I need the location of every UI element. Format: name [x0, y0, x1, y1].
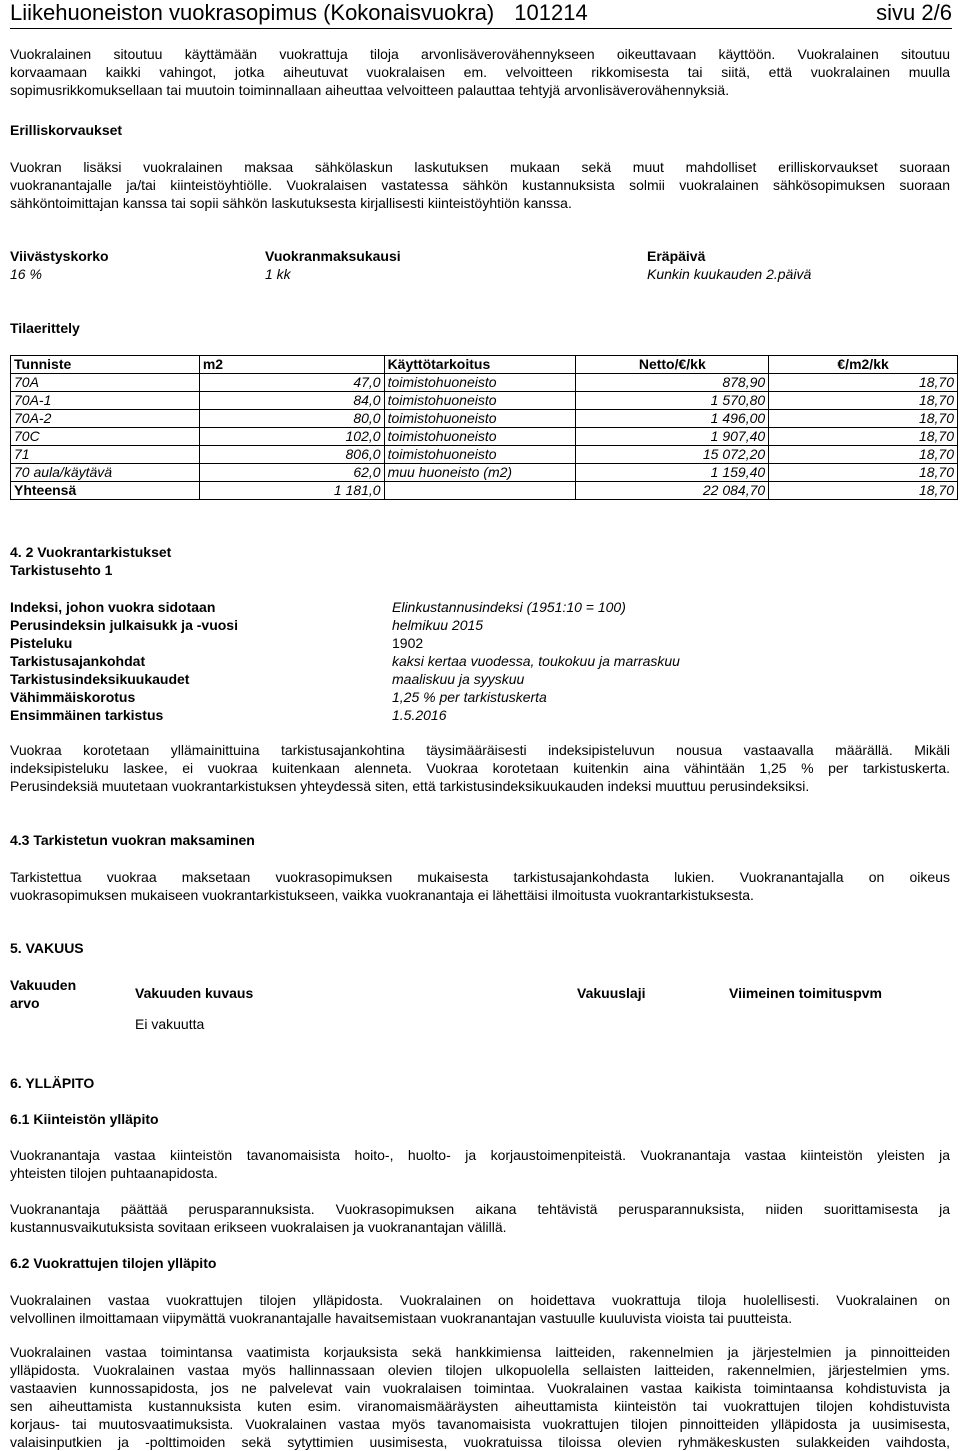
- table-header-row: [11, 356, 958, 374]
- text-line: arvo: [10, 995, 40, 1011]
- rent-review-paragraph: [10, 741, 950, 795]
- intro-paragraph: [10, 45, 950, 99]
- rent-review-heading: 4. 2 Vuokrantarkistukset: [10, 544, 172, 560]
- text-line: Vakuuden: [10, 977, 77, 993]
- text-line: sopimusrikkomuksellaan tai muutoin toiminnallaan aiheuttaa velvoitteen palauttaa tehtyjä arvonlisäverovähennyksiä.: [10, 82, 730, 98]
- field-label: Tarkistusindeksikuukaudet: [10, 671, 190, 687]
- late-interest-label: Viivästyskorko: [10, 248, 109, 264]
- due-date-value: Kunkin kuukauden 2.päivä: [647, 266, 812, 282]
- field-label: Vähimmäiskorotus: [10, 689, 136, 705]
- text-line: Vuokran lisäksi vuokralainen maksaa sähkölaskun laskutuksen mukaan sekä muut mahdolliset erilliskorvaukset suoraan: [10, 159, 950, 175]
- table-cell: 18,70: [769, 392, 958, 410]
- table-cell: 18,70: [769, 464, 958, 482]
- table-row: [11, 392, 958, 410]
- table-cell: toimistohuoneisto: [384, 374, 576, 392]
- security-delivery-date-header: Viimeinen toimituspvm: [729, 985, 882, 1001]
- text-line: sen aiheuttamista kustannuksista kuten esim. viranomaismääräysten aiheuttamista kiinteistön tai vuokrattujen tilojen kohdistuvista: [10, 1398, 950, 1414]
- field-value: maaliskuu ja syyskuu: [392, 671, 525, 687]
- reviewed-rent-paragraph: [10, 868, 950, 904]
- table-cell: 1 907,40: [576, 428, 769, 446]
- table-cell: 18,70: [769, 374, 958, 392]
- field-value: Elinkustannusindeksi (1951:10 = 100): [392, 599, 626, 615]
- page-number: sivu 2/6: [876, 0, 952, 25]
- table-cell: 18,70: [769, 446, 958, 464]
- column-header: Käyttötarkoitus: [384, 356, 576, 374]
- property-maintenance-heading: 6.1 Kiinteistön ylläpito: [10, 1111, 159, 1127]
- table-cell: 18,70: [769, 482, 958, 500]
- field-value: 1.5.2016: [392, 707, 447, 723]
- table-cell: Yhteensä: [11, 482, 200, 500]
- premises-maintenance-heading: 6.2 Vuokrattujen tilojen ylläpito: [10, 1255, 217, 1271]
- document-number: 101214: [514, 0, 588, 25]
- table-cell: 15 072,20: [576, 446, 769, 464]
- page-header: [10, 0, 952, 29]
- table-cell: 1 496,00: [576, 410, 769, 428]
- property-maintenance-paragraph-1: [10, 1146, 950, 1182]
- text-line: Vuokralainen vastaa vuokrattujen tilojen ylläpidosta. Vuokralainen on hoidettava vuokrattuja tiloja huolellisesti. Vuokralainen on: [10, 1292, 950, 1308]
- field-label: Ensimmäinen tarkistus: [10, 707, 164, 723]
- text-line: Tarkistettua vuokraa maksetaan vuokrasopimuksen mukaisesta tarkistusajankohdasta lukien. Vuokranantajalla on oikeus: [10, 869, 950, 885]
- document-title: Liikehuoneiston vuokrasopimus (Kokonaisvuokra): [10, 0, 495, 25]
- field-label: Perusindeksin julkaisukk ja -vuosi: [10, 617, 238, 633]
- column-header: Netto/€/kk: [576, 356, 769, 374]
- table-cell: 62,0: [199, 464, 384, 482]
- text-line: Vuokraa korotetaan yllämainittuina tarkistusajankohtina täysimääräisesti indeksipisteluvun nousua vastaavalla määrällä. Mikäli: [10, 742, 950, 758]
- table-cell: 70 aula/käytävä: [11, 464, 200, 482]
- text-line: sähköntoimittajan kanssa tai sopii sähkön laskutuksesta kirjallisesti kiinteistöyhtiön kanssa.: [10, 195, 572, 211]
- security-value-header: [10, 976, 76, 1012]
- text-line: yhteisten tilojen puhtaanapidosta.: [10, 1165, 218, 1181]
- table-cell: 1 181,0: [199, 482, 384, 500]
- extra-costs-heading: Erilliskorvaukset: [10, 122, 123, 138]
- premises-maintenance-paragraph-1: [10, 1291, 950, 1327]
- table-cell: 80,0: [199, 410, 384, 428]
- reviewed-rent-heading: 4.3 Tarkistetun vuokran maksaminen: [10, 832, 255, 848]
- maintenance-heading: 6. YLLÄPITO: [10, 1075, 95, 1091]
- text-line: ylläpidosta. Vuokralainen vastaa myös hallinnassaan olevien tilojen ulkopuolella sellaisten laitteiden, rakennelmien, järjestelmien yms.: [10, 1362, 950, 1378]
- table-cell: toimistohuoneisto: [384, 410, 576, 428]
- due-date-label: Eräpäivä: [647, 248, 706, 264]
- table-cell: 18,70: [769, 410, 958, 428]
- table-cell: 806,0: [199, 446, 384, 464]
- payment-period-label: Vuokranmaksukausi: [265, 248, 401, 264]
- table-total-row: [11, 482, 958, 500]
- text-line: kustannusvaikutuksista sovitaan erikseen vuokralaisen ja vuokranantajan välillä.: [10, 1219, 507, 1235]
- text-line: Vuokralainen sitoutuu käyttämään vuokrattuja tiloja arvonlisäverovähennykseen oikeuttavaan käyttöön. Vuokralainen sitoutuu: [10, 46, 950, 62]
- table-row: [11, 428, 958, 446]
- table-cell: 878,90: [576, 374, 769, 392]
- field-value: kaksi kertaa vuodessa, toukokuu ja marraskuu: [392, 653, 680, 669]
- text-line: Vuokralainen vastaa toimintansa vaatimista korjauksista sekä hankkimiensa laitteiden, rakennelmien ja järjestelmien ja pinnoitteiden: [10, 1344, 950, 1360]
- column-header: €/m2/kk: [769, 356, 958, 374]
- text-line: korjaus- tai muutosvaatimuksista. Vuokralainen vastaa myös tavanomaisista vuokrattujen tilojen pinnoitteiden ylläpidosta ja uusimisesta,: [10, 1416, 950, 1432]
- field-value: 1,25 % per tarkistuskerta: [392, 689, 547, 705]
- table-cell: 70C: [11, 428, 200, 446]
- table-cell: 70A: [11, 374, 200, 392]
- field-label: Indeksi, johon vuokra sidotaan: [10, 599, 216, 615]
- table-cell: 71: [11, 446, 200, 464]
- field-label: Tarkistusajankohdat: [10, 653, 146, 669]
- table-row: [11, 446, 958, 464]
- rent-review-subheading: Tarkistusehto 1: [10, 562, 113, 578]
- table-cell: 1 159,40: [576, 464, 769, 482]
- table-cell: 70A-1: [11, 392, 200, 410]
- extra-costs-paragraph: [10, 158, 950, 212]
- text-line: vastaavien kunnossapidosta, jos ne palvelevat vain vuokralaisen toimintaa. Vuokralainen vastaa kaikista toimintaansa kohdistuvista ja: [10, 1380, 950, 1396]
- text-line: vuokranantajalle ja/tai kiinteistöyhtiölle. Vuokralaisen vastatessa sähkön kustannuksista solmii vuokralainen sähkösopimuksen suoraan: [10, 177, 950, 193]
- room-spec-heading: Tilaerittely: [10, 320, 80, 336]
- table-row: [11, 374, 958, 392]
- security-heading: 5. VAKUUS: [10, 940, 84, 956]
- text-line: Perusindeksiä muutetaan vuokrantarkistuksen yhteydessä siten, että tarkistusindeksikuukauden indeksi muuttuu perusindeksiksi.: [10, 778, 810, 794]
- late-interest-value: 16 %: [10, 266, 42, 282]
- table-cell: toimistohuoneisto: [384, 446, 576, 464]
- table-cell: 84,0: [199, 392, 384, 410]
- column-header: m2: [199, 356, 384, 374]
- security-description-header: Vakuuden kuvaus: [135, 985, 254, 1001]
- security-type-header: Vakuuslaji: [577, 985, 646, 1001]
- field-label: Pisteluku: [10, 635, 73, 651]
- payment-period-value: 1 kk: [265, 266, 291, 282]
- table-cell: toimistohuoneisto: [384, 428, 576, 446]
- text-line: Vuokranantaja päättää perusparannuksista. Vuokrasopimuksen aikana tehtävistä perusparannuksista, niiden suorittamisesta ja: [10, 1201, 950, 1217]
- table-row: [11, 410, 958, 428]
- text-line: valaisinputkien ja -polttimoiden sekä sytyttimien uusimisesta, vuokratuissa tiloissa olevien ryhmäkeskusten sulakkeiden vaihdosta,: [10, 1434, 950, 1450]
- field-value: 1902: [392, 635, 424, 651]
- table-row: [11, 464, 958, 482]
- table-cell: 22 084,70: [576, 482, 769, 500]
- table-cell: [384, 482, 576, 500]
- table-cell: toimistohuoneisto: [384, 392, 576, 410]
- table-cell: 1 570,80: [576, 392, 769, 410]
- table-cell: 47,0: [199, 374, 384, 392]
- text-line: vuokrasopimuksen mukaiseen vuokrantarkistukseen, vaikka vuokranantaja ei lähettäisi ilmoitusta vuokrantarkistuksesta.: [10, 887, 754, 903]
- table-cell: muu huoneisto (m2): [384, 464, 576, 482]
- table-cell: 70A-2: [11, 410, 200, 428]
- field-value: helmikuu 2015: [392, 617, 484, 633]
- room-spec-table: [10, 355, 958, 500]
- text-line: Vuokranantaja vastaa kiinteistön tavanomaisista hoito-, huolto- ja korjaustoimenpiteistä. Vuokranantaja vastaa kiinteistön yleisten ja: [10, 1147, 950, 1163]
- text-line: indeksipisteluku laskee, ei vuokraa kuitenkaan alenneta. Vuokraa korotetaan kuitenkin aina vähintään 1,25 % per tarkistuskerta.: [10, 760, 950, 776]
- column-header: Tunniste: [11, 356, 200, 374]
- text-line: korvaamaan kaikki vahingot, jotka aiheutuvat vuokralaisen em. velvoitteen rikkomisesta tai siitä, että vuokralainen muulla: [10, 64, 950, 80]
- security-description-value: Ei vakuutta: [135, 1016, 205, 1032]
- property-maintenance-paragraph-2: [10, 1200, 950, 1236]
- premises-maintenance-paragraph-2: [10, 1343, 950, 1451]
- table-cell: 18,70: [769, 428, 958, 446]
- text-line: velvollinen ilmoittamaan viipymättä vuokranantajalle havaitsemistaan vuokranantajan vastuulle kuuluvista vioista tai puutteista.: [10, 1310, 793, 1326]
- table-cell: 102,0: [199, 428, 384, 446]
